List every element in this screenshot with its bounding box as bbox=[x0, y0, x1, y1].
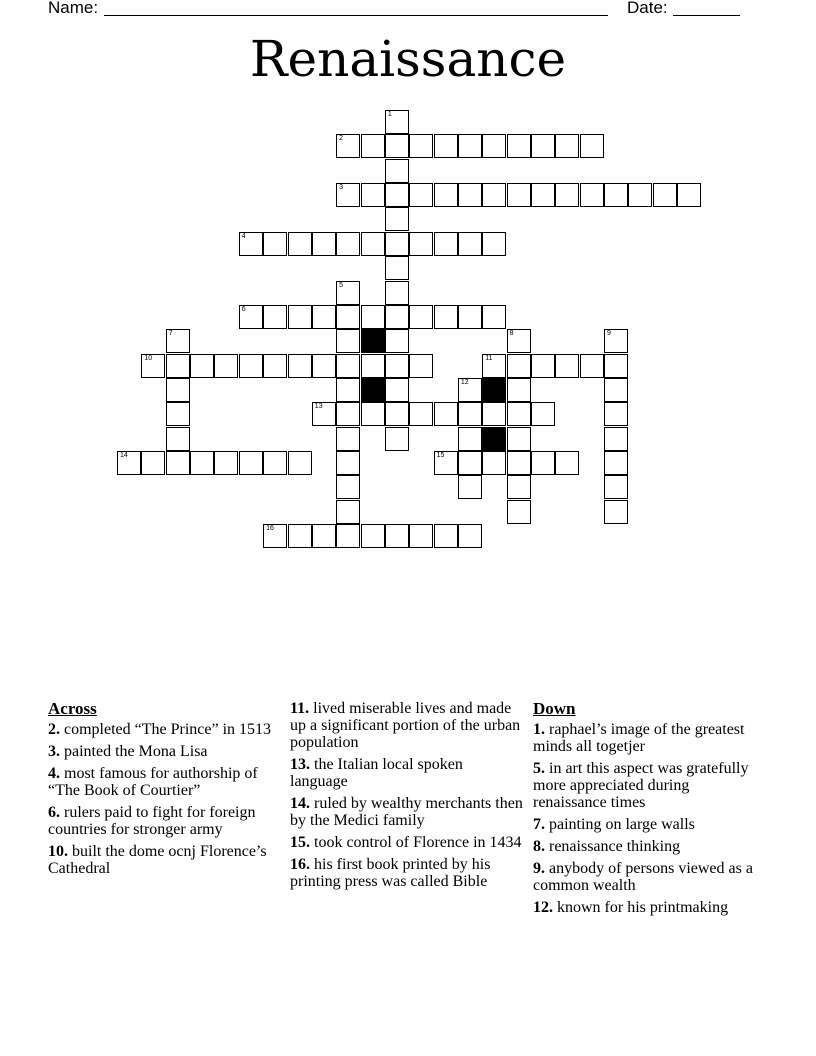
grid-cell[interactable] bbox=[336, 134, 360, 158]
clue-text: ruled by wealthy merchants then by the Medici family bbox=[290, 795, 523, 829]
down-heading: Down bbox=[533, 699, 576, 718]
clue-text: took control of Florence in 1434 bbox=[310, 834, 522, 851]
clue-number-label: 11. bbox=[290, 700, 310, 717]
across-clues bbox=[48, 700, 280, 882]
clue-number-label: 14. bbox=[290, 795, 310, 812]
grid-cell[interactable] bbox=[336, 183, 360, 207]
grid-cell[interactable] bbox=[336, 305, 360, 329]
grid-cell[interactable] bbox=[141, 451, 165, 475]
grid-cell[interactable] bbox=[434, 305, 458, 329]
clue-item bbox=[290, 834, 524, 851]
clue-number: 13 bbox=[314, 403, 323, 411]
clue-text: anybody of persons viewed as a common wealth bbox=[533, 860, 753, 894]
clue-number-label: 16. bbox=[290, 856, 310, 873]
clue-text: his first book printed by his printing press was called Bible bbox=[290, 856, 491, 890]
grid-cell[interactable] bbox=[604, 402, 628, 426]
grid-cell[interactable] bbox=[507, 183, 531, 207]
clue-number: 6 bbox=[241, 305, 246, 313]
grid-cell[interactable] bbox=[385, 134, 409, 158]
grid-cell[interactable] bbox=[385, 207, 409, 231]
grid-cell[interactable] bbox=[604, 451, 628, 475]
grid-cell[interactable] bbox=[336, 451, 360, 475]
clue-number: 12 bbox=[460, 378, 469, 386]
grid-cell[interactable] bbox=[434, 134, 458, 158]
grid-cell[interactable] bbox=[580, 354, 604, 378]
grid-cell[interactable] bbox=[409, 524, 433, 548]
grid-cell[interactable] bbox=[482, 232, 506, 256]
grid-cell[interactable] bbox=[312, 354, 336, 378]
grid-cell[interactable] bbox=[507, 402, 531, 426]
grid-cell[interactable] bbox=[361, 402, 385, 426]
grid-cell[interactable] bbox=[214, 354, 238, 378]
grid-cell[interactable] bbox=[434, 524, 458, 548]
clue-item bbox=[48, 843, 280, 877]
grid-cell[interactable] bbox=[482, 305, 506, 329]
clue-text: painting on large walls bbox=[545, 816, 695, 833]
grid-cell[interactable] bbox=[336, 427, 360, 451]
grid-cell[interactable] bbox=[312, 232, 336, 256]
clue-text: known for his printmaking bbox=[553, 899, 729, 916]
grid-cell[interactable] bbox=[190, 354, 214, 378]
clue-text: the Italian local spoken language bbox=[290, 756, 463, 790]
grid-cell[interactable] bbox=[555, 183, 579, 207]
grid-cell[interactable] bbox=[507, 451, 531, 475]
grid-cell[interactable] bbox=[263, 524, 287, 548]
clue-item bbox=[48, 721, 280, 738]
grid-cell[interactable] bbox=[458, 524, 482, 548]
clue-item bbox=[48, 765, 280, 799]
grid-cell[interactable] bbox=[555, 451, 579, 475]
grid-cell[interactable] bbox=[409, 402, 433, 426]
clue-number-label: 15. bbox=[290, 834, 310, 851]
grid-cell[interactable] bbox=[239, 232, 263, 256]
clue-number-label: 4. bbox=[48, 765, 60, 782]
grid-cell[interactable] bbox=[214, 451, 238, 475]
grid-cell[interactable] bbox=[312, 402, 336, 426]
grid-cell[interactable] bbox=[555, 354, 579, 378]
grid-cell[interactable] bbox=[531, 354, 555, 378]
clue-item bbox=[533, 721, 753, 755]
clue-item bbox=[290, 700, 524, 751]
grid-cell[interactable] bbox=[166, 402, 190, 426]
grid-cell[interactable] bbox=[263, 451, 287, 475]
clue-number: 14 bbox=[120, 451, 128, 459]
grid-cell[interactable] bbox=[239, 354, 263, 378]
clue-number-label: 7. bbox=[533, 816, 545, 833]
grid-cell[interactable] bbox=[507, 378, 531, 402]
grid-cell[interactable] bbox=[166, 378, 190, 402]
grid-cell[interactable] bbox=[288, 305, 312, 329]
grid-cell[interactable] bbox=[507, 354, 531, 378]
clue-number-label: 2. bbox=[48, 721, 60, 738]
clue-number-label: 8. bbox=[533, 838, 545, 855]
grid-cell[interactable] bbox=[361, 183, 385, 207]
clue-text: most famous for authorship of “The Book of Courtier” bbox=[48, 765, 258, 799]
grid-cell[interactable] bbox=[385, 281, 409, 305]
down-clues bbox=[533, 700, 753, 921]
grid-cell[interactable] bbox=[361, 134, 385, 158]
grid-cell[interactable] bbox=[336, 354, 360, 378]
clue-number-label: 9. bbox=[533, 860, 545, 877]
grid-cell[interactable] bbox=[166, 329, 190, 353]
grid-cell[interactable] bbox=[312, 524, 336, 548]
grid-cell[interactable] bbox=[336, 475, 360, 499]
grid-cell[interactable] bbox=[385, 524, 409, 548]
grid-cell[interactable] bbox=[580, 183, 604, 207]
grid-cell[interactable] bbox=[263, 305, 287, 329]
grid-cell[interactable] bbox=[531, 134, 555, 158]
clue-number-label: 12. bbox=[533, 899, 553, 916]
grid-cell[interactable] bbox=[409, 354, 433, 378]
grid-cell[interactable] bbox=[409, 305, 433, 329]
clue-number: 16 bbox=[266, 525, 274, 532]
grid-cell[interactable] bbox=[263, 232, 287, 256]
grid-cell[interactable] bbox=[604, 427, 628, 451]
clue-text: rulers paid to fight for foreign countries for stronger army bbox=[48, 804, 256, 838]
grid-black-square bbox=[482, 427, 506, 451]
clue-number: 1 bbox=[387, 111, 392, 118]
grid-cell[interactable] bbox=[166, 354, 190, 378]
grid-cell[interactable] bbox=[458, 378, 482, 402]
grid-cell[interactable] bbox=[288, 524, 312, 548]
grid-black-square bbox=[361, 378, 385, 402]
grid-cell[interactable] bbox=[336, 281, 360, 305]
clue-item bbox=[48, 804, 280, 838]
grid-cell[interactable] bbox=[117, 451, 141, 475]
grid-cell[interactable] bbox=[458, 427, 482, 451]
clue-number-label: 6. bbox=[48, 804, 60, 821]
grid-cell[interactable] bbox=[263, 354, 287, 378]
grid-cell[interactable] bbox=[385, 159, 409, 183]
clue-text: in art this aspect was gratefully more appreciated during renaissance times bbox=[533, 760, 749, 811]
clue-number-label: 10. bbox=[48, 843, 68, 860]
grid-cell[interactable] bbox=[604, 500, 628, 524]
clue-text: renaissance thinking bbox=[545, 838, 681, 855]
grid-cell[interactable] bbox=[336, 524, 360, 548]
clue-number: 5 bbox=[339, 281, 343, 289]
clue-number: 9 bbox=[607, 330, 611, 338]
grid-cell[interactable] bbox=[361, 305, 385, 329]
grid-cell[interactable] bbox=[385, 305, 409, 329]
grid-cell[interactable] bbox=[507, 329, 531, 353]
grid-cell[interactable] bbox=[361, 232, 385, 256]
clue-item bbox=[533, 816, 753, 833]
clue-number: 10 bbox=[144, 354, 153, 362]
across-clues-continued bbox=[290, 700, 524, 895]
grid-cell[interactable] bbox=[166, 451, 190, 475]
grid-cell[interactable] bbox=[555, 134, 579, 158]
grid-cell[interactable] bbox=[677, 183, 701, 207]
clue-number-label: 1. bbox=[533, 721, 545, 738]
grid-cell[interactable] bbox=[385, 232, 409, 256]
grid-cell[interactable] bbox=[434, 451, 458, 475]
clue-number-label: 3. bbox=[48, 743, 60, 760]
clue-item bbox=[533, 860, 753, 894]
grid-cell[interactable] bbox=[628, 183, 652, 207]
grid-cell[interactable] bbox=[458, 183, 482, 207]
grid-cell[interactable] bbox=[482, 402, 506, 426]
grid-cell[interactable] bbox=[604, 329, 628, 353]
clue-text: painted the Mona Lisa bbox=[60, 743, 208, 760]
clue-number: 2 bbox=[339, 135, 343, 143]
grid-cell[interactable] bbox=[604, 378, 628, 402]
grid-cell[interactable] bbox=[434, 183, 458, 207]
grid-cell[interactable] bbox=[166, 427, 190, 451]
clue-item bbox=[290, 856, 524, 890]
clue-number: 11 bbox=[485, 354, 493, 362]
clue-number-label: 13. bbox=[290, 756, 310, 773]
grid-cell[interactable] bbox=[385, 427, 409, 451]
grid-cell[interactable] bbox=[385, 256, 409, 280]
grid-cell[interactable] bbox=[336, 329, 360, 353]
clue-number: 8 bbox=[509, 330, 514, 338]
clue-item bbox=[48, 743, 280, 760]
clue-number-label: 5. bbox=[533, 760, 545, 777]
page-title: Renaissance bbox=[249, 30, 567, 88]
grid-cell[interactable] bbox=[482, 354, 506, 378]
grid-cell[interactable] bbox=[385, 378, 409, 402]
grid-cell[interactable] bbox=[385, 183, 409, 207]
grid-black-square bbox=[482, 378, 506, 402]
grid-cell[interactable] bbox=[604, 475, 628, 499]
grid-cell[interactable] bbox=[385, 110, 409, 134]
grid-cell[interactable] bbox=[336, 500, 360, 524]
grid-cell[interactable] bbox=[458, 134, 482, 158]
grid-cell[interactable] bbox=[507, 475, 531, 499]
grid-cell[interactable] bbox=[604, 354, 628, 378]
grid-cell[interactable] bbox=[653, 183, 677, 207]
grid-cell[interactable] bbox=[361, 354, 385, 378]
grid-cell[interactable] bbox=[531, 402, 555, 426]
grid-cell[interactable] bbox=[288, 354, 312, 378]
grid-cell[interactable] bbox=[458, 402, 482, 426]
grid-cell[interactable] bbox=[531, 451, 555, 475]
clue-text: completed “The Prince” in 1513 bbox=[60, 721, 272, 738]
grid-cell[interactable] bbox=[239, 451, 263, 475]
grid-cell[interactable] bbox=[385, 354, 409, 378]
grid-cell[interactable] bbox=[507, 427, 531, 451]
grid-cell[interactable] bbox=[458, 305, 482, 329]
grid-cell[interactable] bbox=[434, 402, 458, 426]
grid-cell[interactable] bbox=[336, 378, 360, 402]
grid-cell[interactable] bbox=[409, 134, 433, 158]
grid-cell[interactable] bbox=[580, 134, 604, 158]
date-label: Date: bbox=[627, 0, 668, 17]
grid-cell[interactable] bbox=[190, 451, 214, 475]
grid-cell[interactable] bbox=[288, 451, 312, 475]
clue-number: 4 bbox=[241, 232, 246, 240]
grid-cell[interactable] bbox=[434, 232, 458, 256]
clue-number: 7 bbox=[168, 330, 173, 338]
clue-text: lived miserable lives and made up a significant portion of the urban population bbox=[290, 700, 521, 751]
name-label: Name: bbox=[48, 0, 99, 17]
grid-cell[interactable] bbox=[385, 402, 409, 426]
grid-cell[interactable] bbox=[604, 183, 628, 207]
grid-cell[interactable] bbox=[482, 183, 506, 207]
grid-cell[interactable] bbox=[336, 402, 360, 426]
across-heading: Across bbox=[48, 699, 97, 718]
grid-cell[interactable] bbox=[239, 305, 263, 329]
grid-cell[interactable] bbox=[482, 134, 506, 158]
clue-text: built the dome ocnj Florence’s Cathedral bbox=[48, 843, 267, 877]
grid-cell[interactable] bbox=[507, 500, 531, 524]
clue-number: 15 bbox=[436, 451, 445, 459]
grid-cell[interactable] bbox=[458, 475, 482, 499]
grid-cell[interactable] bbox=[336, 232, 360, 256]
grid-cell[interactable] bbox=[482, 451, 506, 475]
grid-cell[interactable] bbox=[361, 524, 385, 548]
grid-cell[interactable] bbox=[458, 232, 482, 256]
grid-black-square bbox=[361, 329, 385, 353]
grid-cell[interactable] bbox=[312, 305, 336, 329]
clue-item bbox=[290, 756, 524, 790]
clue-number: 3 bbox=[339, 184, 343, 192]
grid-cell[interactable] bbox=[385, 329, 409, 353]
grid-cell[interactable] bbox=[409, 232, 433, 256]
grid-cell[interactable] bbox=[507, 134, 531, 158]
grid-cell[interactable] bbox=[141, 354, 165, 378]
grid-cell[interactable] bbox=[458, 451, 482, 475]
clue-item bbox=[533, 838, 753, 855]
clue-item bbox=[533, 899, 753, 916]
clue-item bbox=[533, 760, 753, 811]
clue-item bbox=[290, 795, 524, 829]
grid-cell[interactable] bbox=[288, 232, 312, 256]
grid-cell[interactable] bbox=[531, 183, 555, 207]
grid-cell[interactable] bbox=[409, 183, 433, 207]
clue-text: raphael’s image of the greatest minds all togetjer bbox=[533, 721, 745, 755]
